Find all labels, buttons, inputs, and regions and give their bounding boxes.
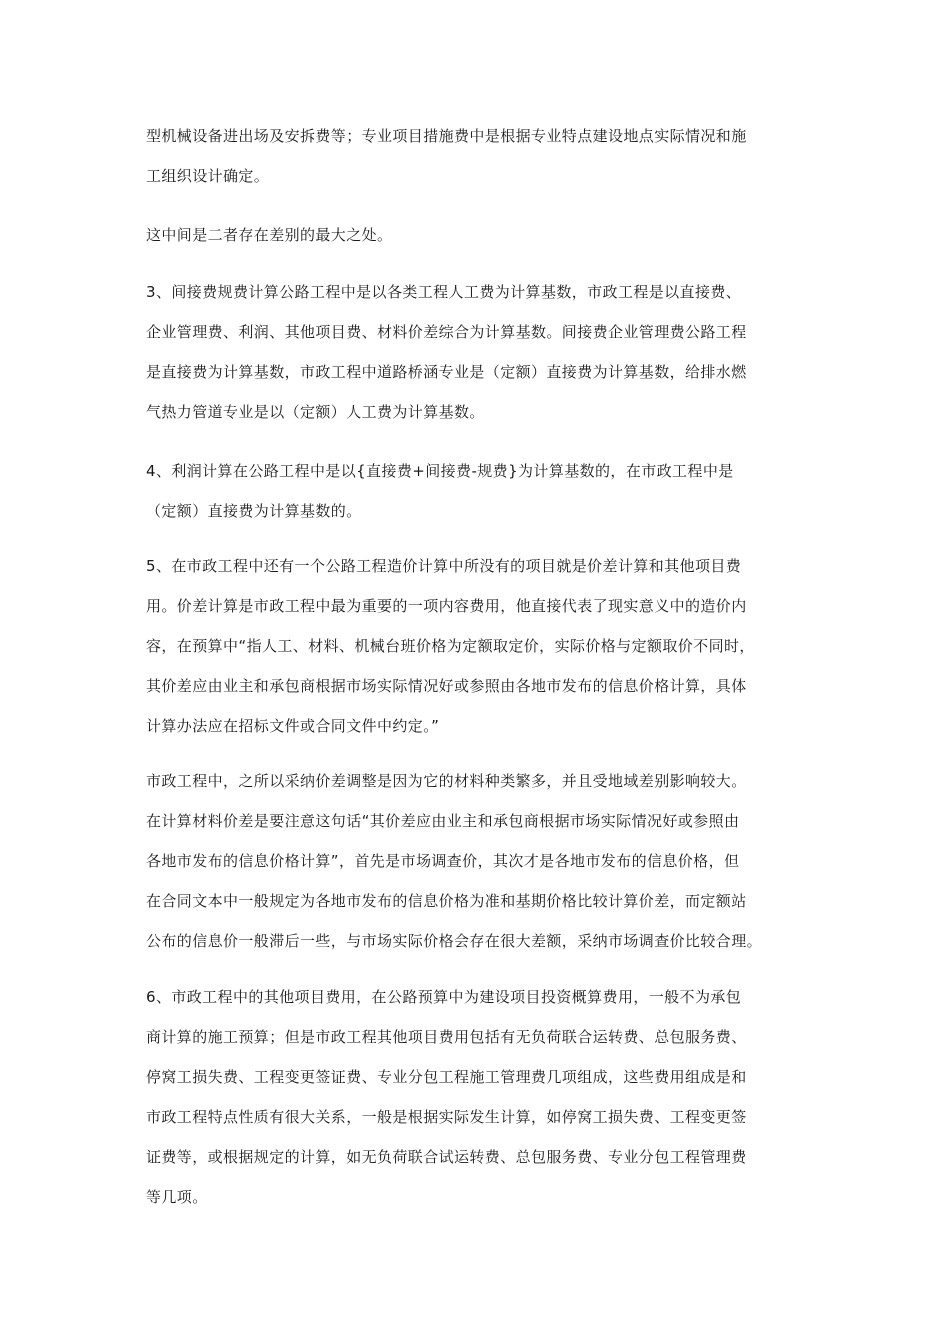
text-line: 证费等，或根据规定的计算，如无负荷联合试运转费、总包服务费、专业分包工程管理费 xyxy=(146,1148,747,1166)
text-line: 市政工程中，之所以采纳价差调整是因为它的材料种类繁多，并且受地域差别影响较大。 xyxy=(146,772,747,790)
paragraph-4 xyxy=(146,451,814,531)
text-line: 用。价差计算是市政工程中最为重要的一项内容费用，他直接代表了现实意义中的造价内 xyxy=(146,597,747,615)
text-line: 各地市发布的信息价格计算”，首先是市场调查价，其次才是各地市发布的信息价格，但 xyxy=(146,852,740,870)
paragraph-2 xyxy=(146,215,814,255)
paragraph-5 xyxy=(146,546,814,746)
text-line: 停窝工损失费、工程变更签证费、专业分包工程施工管理费几项组成，这些费用组成是和 xyxy=(146,1068,747,1086)
text-line: 3、间接费规费计算公路工程中是以各类工程人工费为计算基数，市政工程是以直接费、 xyxy=(146,283,742,301)
text-line: 企业管理费、利润、其他项目费、材料价差综合为计算基数。间接费企业管理费公路工程 xyxy=(146,323,747,341)
text-line: 其价差应由业主和承包商根据市场实际情况好或参照由各地市发布的信息价格计算，具体 xyxy=(146,677,747,695)
text-line: 气热力管道专业是以（定额）人工费为计算基数。 xyxy=(146,403,485,421)
paragraph-1 xyxy=(146,116,814,196)
text-line: 市政工程特点性质有很大关系，一般是根据实际发生计算，如停窝工损失费、工程变更签 xyxy=(146,1108,747,1126)
paragraph-3 xyxy=(146,272,814,432)
text-line: 在计算材料价差是要注意这句话“其价差应由业主和承包商根据市场实际情况好或参照由 xyxy=(146,812,740,830)
paragraph-7 xyxy=(146,977,814,1217)
text-line: 型机械设备进出场及安拆费等；专业项目措施费中是根据专业特点建设地点实际情况和施 xyxy=(146,127,747,145)
text-line: 是直接费为计算基数，市政工程中道路桥涵专业是（定额）直接费为计算基数，给排水燃 xyxy=(146,363,747,381)
text-line: 容，在预算中“指人工、材料、机械台班价格为定额取定价，实际价格与定额取价不同时， xyxy=(146,637,755,655)
text-line: 商计算的施工预算；但是市政工程其他项目费用包括有无负荷联合运转费、总包服务费、 xyxy=(146,1028,747,1046)
text-line: 在合同文本中一般规定为各地市发布的信息价格为准和基期价格比较计算价差，而定额站 xyxy=(146,892,747,910)
text-line: 计算办法应在招标文件或合同文件中约定。” xyxy=(146,717,440,735)
text-line: 工组织设计确定。 xyxy=(146,167,270,185)
text-line: 公布的信息价一般滞后一些，与市场实际价格会存在很大差额，采纳市场调查价比较合理。 xyxy=(146,932,763,950)
text-line: 等几项。 xyxy=(146,1188,208,1206)
text-line: 5、在市政工程中还有一个公路工程造价计算中所没有的项目就是价差计算和其他项目费 xyxy=(146,557,742,575)
paragraph-6 xyxy=(146,761,814,961)
text-line: 6、市政工程中的其他项目费用，在公路预算中为建设项目投资概算费用，一般不为承包 xyxy=(146,988,742,1006)
text-line: （定额）直接费为计算基数的。 xyxy=(146,502,362,520)
text-line: 4、利润计算在公路工程中是以{直接费+间接费-规费}为计算基数的，在市政工程中是 xyxy=(146,462,734,480)
text-line: 这中间是二者存在差别的最大之处。 xyxy=(146,226,393,244)
